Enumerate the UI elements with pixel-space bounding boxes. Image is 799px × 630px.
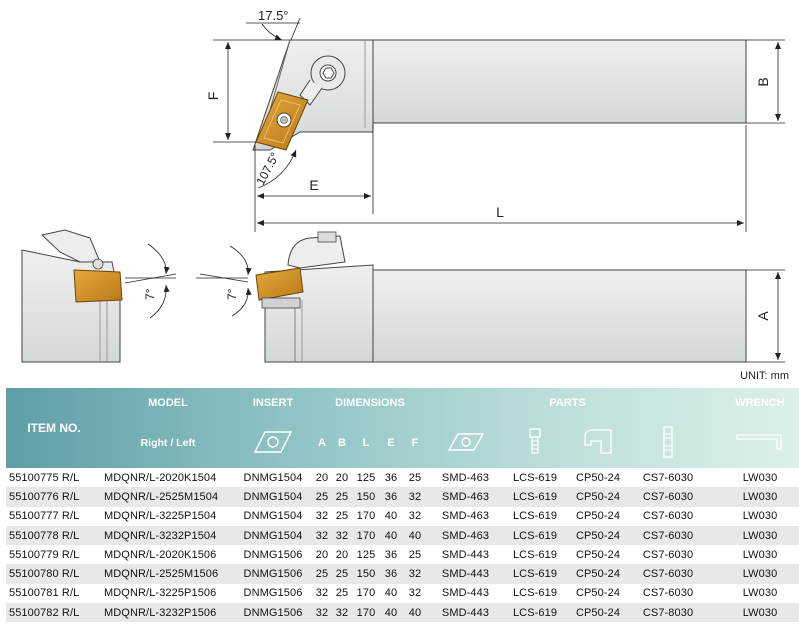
clamp-cell: CP50-24 xyxy=(575,587,621,600)
header-item-no: ITEM NO. xyxy=(27,421,81,435)
dim-b-cell: 20 xyxy=(335,548,349,561)
insert-cell: DNMG1506 xyxy=(243,548,303,561)
item-no-cell: 55100782 R/L xyxy=(6,603,102,622)
shim-cell: SMD-443 xyxy=(428,564,503,583)
dim-A-label: A xyxy=(755,311,771,321)
model-cell: MDQNR/L-2020K1506 xyxy=(104,548,217,561)
header-dim-a: A xyxy=(318,437,326,449)
clamp-cell: CP50-24 xyxy=(567,487,629,506)
dim-l-cell: 125 xyxy=(356,471,376,484)
model-cell: MDQNR/L-3225P1504 xyxy=(104,510,217,523)
screw-cell: LCS-619 xyxy=(503,564,567,583)
wrench-cell: LW030 xyxy=(707,603,799,622)
header-shim-icon-cell xyxy=(428,418,503,468)
dim-f-cell: 25 xyxy=(408,471,422,484)
dim-B-label: B xyxy=(755,77,771,87)
wrench-cell: LW030 xyxy=(707,564,799,583)
unit-label: UNIT: mm xyxy=(740,370,789,382)
insert-cell: DNMG1504 xyxy=(234,526,312,545)
end-view xyxy=(22,230,176,362)
clamp-cell: CP50-24 xyxy=(575,471,621,484)
dim-f-cell: 40 xyxy=(402,526,428,545)
wrench-cell: LW030 xyxy=(742,548,778,561)
table-body xyxy=(6,468,799,622)
clamp-cell: CP50-24 xyxy=(567,564,629,583)
table-row xyxy=(6,584,799,603)
header-dim-e: E xyxy=(387,437,395,449)
dim-a-cell: 25 xyxy=(312,487,332,506)
shim-cell: SMD-443 xyxy=(441,548,490,561)
table-row xyxy=(6,526,799,545)
header-wrench: WRENCH xyxy=(735,397,785,409)
dim-l-cell: 150 xyxy=(352,487,380,506)
table-row xyxy=(6,545,799,564)
angle-top-label: 17.5° xyxy=(258,8,289,23)
screw-cell: LCS-619 xyxy=(503,526,567,545)
pin-cell: CS7-6030 xyxy=(642,471,694,484)
pin-cell: CS7-8030 xyxy=(629,603,707,622)
shim-cell: SMD-463 xyxy=(441,471,490,484)
wrench-cell: LW030 xyxy=(742,471,778,484)
header-dim-l: L xyxy=(362,437,370,449)
shim-cell: SMD-463 xyxy=(441,510,490,523)
dim-b-cell: 20 xyxy=(335,471,349,484)
screw-cell: LCS-619 xyxy=(512,510,558,523)
screw-cell: LCS-619 xyxy=(512,587,558,600)
header-parts: PARTS xyxy=(549,397,586,409)
dim-l-cell: 125 xyxy=(356,548,376,561)
item-no-cell: 55100778 R/L xyxy=(6,526,102,545)
dim-l-cell: 150 xyxy=(352,564,380,583)
dim-f-cell: 32 xyxy=(408,510,422,523)
dim-E-label: E xyxy=(309,177,319,193)
dim-l-cell: 170 xyxy=(356,587,376,600)
dim-a-cell: 32 xyxy=(312,526,332,545)
angle-side-right-label: 7° xyxy=(225,288,239,300)
dim-b-cell: 25 xyxy=(335,510,349,523)
dim-f-cell: 40 xyxy=(402,603,428,622)
screw-cell: LCS-619 xyxy=(512,471,558,484)
wrench-cell: LW030 xyxy=(742,510,778,523)
item-no-cell: 55100777 R/L xyxy=(9,510,80,523)
dim-b-cell: 25 xyxy=(332,564,352,583)
insert-cell: DNMG1504 xyxy=(234,487,312,506)
dim-f-cell: 32 xyxy=(402,564,428,583)
diamond-insert-icon xyxy=(251,428,295,459)
header-clamp-icon-cell xyxy=(567,418,629,468)
header-insert-icon-cell xyxy=(234,418,312,468)
model-cell: MDQNR/L-2020K1504 xyxy=(104,471,217,484)
dim-A xyxy=(746,270,785,362)
dim-L-label: L xyxy=(496,204,504,220)
dim-a-cell: 32 xyxy=(315,587,329,600)
pin-cell: CS7-6030 xyxy=(642,587,694,600)
pin-cell: CS7-6030 xyxy=(642,510,694,523)
pin-cell: CS7-6030 xyxy=(629,564,707,583)
dim-e-cell: 36 xyxy=(380,564,402,583)
dim-e-cell: 36 xyxy=(384,471,398,484)
hex-wrench-icon xyxy=(733,431,787,456)
clamp-cell: CP50-24 xyxy=(575,510,621,523)
insert-cell: DNMG1506 xyxy=(243,587,303,600)
dim-a-cell: 32 xyxy=(315,510,329,523)
table-row xyxy=(6,507,799,526)
insert-cell: DNMG1504 xyxy=(243,471,303,484)
screw-cell: LCS-619 xyxy=(503,487,567,506)
pin-cell: CS7-6030 xyxy=(642,548,694,561)
top-view xyxy=(205,8,785,232)
wrench-cell: LW030 xyxy=(707,487,799,506)
table-row xyxy=(6,468,799,487)
pin-cell: CS7-6030 xyxy=(629,487,707,506)
wrench-cell: LW030 xyxy=(742,587,778,600)
dim-f-cell: 32 xyxy=(402,487,428,506)
dim-a-cell: 20 xyxy=(315,548,329,561)
table-row xyxy=(6,564,799,583)
insert-cell: DNMG1506 xyxy=(234,564,312,583)
model-cell: MDQNR/L-3232P1504 xyxy=(102,526,234,545)
shim-cell: SMD-463 xyxy=(428,487,503,506)
dim-b-cell: 32 xyxy=(332,603,352,622)
item-no-cell: 55100781 R/L xyxy=(9,587,80,600)
header-dim-f: F xyxy=(411,437,419,449)
clamp-cell: CP50-24 xyxy=(567,526,629,545)
table-row xyxy=(6,487,799,506)
table-row xyxy=(6,603,799,622)
dim-a-cell: 20 xyxy=(315,471,329,484)
header-screw-icon-cell xyxy=(503,418,567,468)
model-cell: MDQNR/L-3225P1506 xyxy=(104,587,217,600)
dim-f-cell: 25 xyxy=(408,548,422,561)
dim-e-cell: 40 xyxy=(380,526,402,545)
dim-e-cell: 36 xyxy=(384,548,398,561)
insert-cell: DNMG1506 xyxy=(234,603,312,622)
header-model-sub: Right / Left xyxy=(140,437,196,449)
dim-F-label: F xyxy=(205,91,221,101)
header-dimensions: DIMENSIONS xyxy=(335,397,405,409)
dim-l-cell: 170 xyxy=(352,603,380,622)
insert-cell: DNMG1504 xyxy=(243,510,303,523)
clamp-cell: CP50-24 xyxy=(575,548,621,561)
model-cell: MDQNR/L-3232P1506 xyxy=(102,603,234,622)
dim-a-cell: 25 xyxy=(312,564,332,583)
model-cell: MDQNR/L-2525M1506 xyxy=(102,564,234,583)
spec-table xyxy=(6,388,799,622)
dim-b-cell: 25 xyxy=(335,587,349,600)
pin-cell: CS7-6030 xyxy=(629,526,707,545)
item-no-cell: 55100776 R/L xyxy=(6,487,102,506)
dim-b-cell: 32 xyxy=(332,526,352,545)
screw-cell: LCS-619 xyxy=(512,548,558,561)
shim-cell: SMD-443 xyxy=(428,603,503,622)
item-no-cell: 55100779 R/L xyxy=(9,548,80,561)
dim-e-cell: 36 xyxy=(380,487,402,506)
shim-cell: SMD-443 xyxy=(441,587,490,600)
header-insert: INSERT xyxy=(252,397,294,409)
header-wrench-icon-cell xyxy=(707,418,799,468)
item-no-cell: 55100780 R/L xyxy=(6,564,102,583)
header-dim-b: B xyxy=(338,437,346,449)
dim-l-cell: 170 xyxy=(352,526,380,545)
angle-bottom-label: 107.5° xyxy=(253,150,282,188)
dim-e-cell: 40 xyxy=(380,603,402,622)
clamp-cell: CP50-24 xyxy=(567,603,629,622)
item-no-cell: 55100775 R/L xyxy=(9,471,80,484)
dim-f-cell: 32 xyxy=(408,587,422,600)
side-view xyxy=(196,232,746,362)
wrench-cell: LW030 xyxy=(707,526,799,545)
dim-a-cell: 32 xyxy=(312,603,332,622)
angle-side-left-label: 7° xyxy=(143,288,157,300)
dim-b-cell: 25 xyxy=(332,487,352,506)
screw-icon xyxy=(527,427,543,460)
model-cell: MDQNR/L-2525M1504 xyxy=(102,487,234,506)
screw-cell: LCS-619 xyxy=(503,603,567,622)
dim-e-cell: 40 xyxy=(384,587,398,600)
pin-icon xyxy=(661,425,675,462)
clamp-icon xyxy=(581,427,615,460)
shim-cell: SMD-463 xyxy=(428,526,503,545)
header-pin-icon-cell xyxy=(629,418,707,468)
header-model: MODEL xyxy=(148,397,188,409)
dim-e-cell: 40 xyxy=(384,510,398,523)
shim-icon xyxy=(446,430,486,457)
table-header xyxy=(6,388,799,468)
dim-l-cell: 170 xyxy=(356,510,376,523)
